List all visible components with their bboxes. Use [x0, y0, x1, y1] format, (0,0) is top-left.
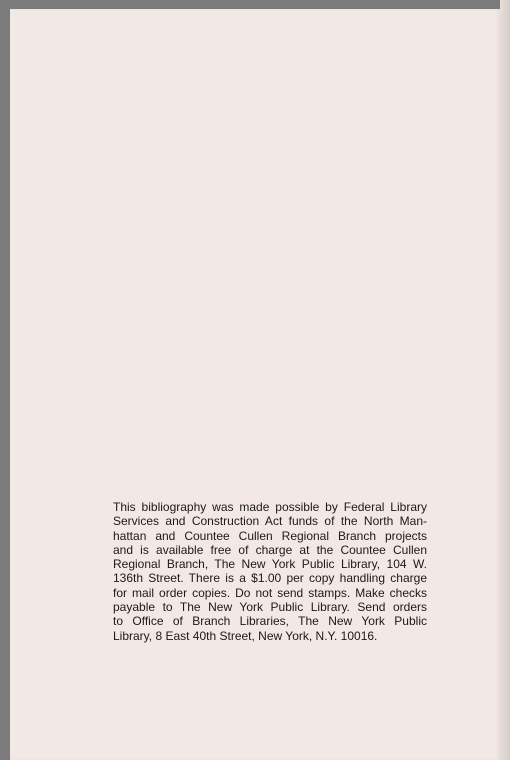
notice-line: 136th Street. There is a $1.00 per copy handling charge [113, 571, 427, 586]
notice-line: hattan and Countee Cullen Regional Branch projects [113, 528, 427, 543]
notice-line: Library, 8 East 40th Street, New York, N.Y. 10016. [113, 628, 378, 643]
page-edge [500, 0, 510, 760]
notice-line: Services and Construction Act funds of the North Man- [113, 514, 427, 529]
availability-notice [113, 500, 427, 643]
notice-line: to Office of Branch Libraries, The New York Public [113, 614, 427, 629]
notice-line: This bibliography was made possible by Federal Library [113, 500, 427, 514]
show-through-mark [10, 157, 500, 167]
document-page [10, 9, 500, 760]
notice-line: Regional Branch, The New York Public Library, 104 W. [113, 557, 427, 572]
notice-line: for mail order copies. Do not send stamps. Make checks [113, 585, 427, 600]
notice-line: and is available free of charge at the Countee Cullen [113, 542, 427, 557]
notice-line: payable to The New York Public Library. Send orders [113, 600, 427, 615]
show-through-mark [10, 179, 500, 189]
